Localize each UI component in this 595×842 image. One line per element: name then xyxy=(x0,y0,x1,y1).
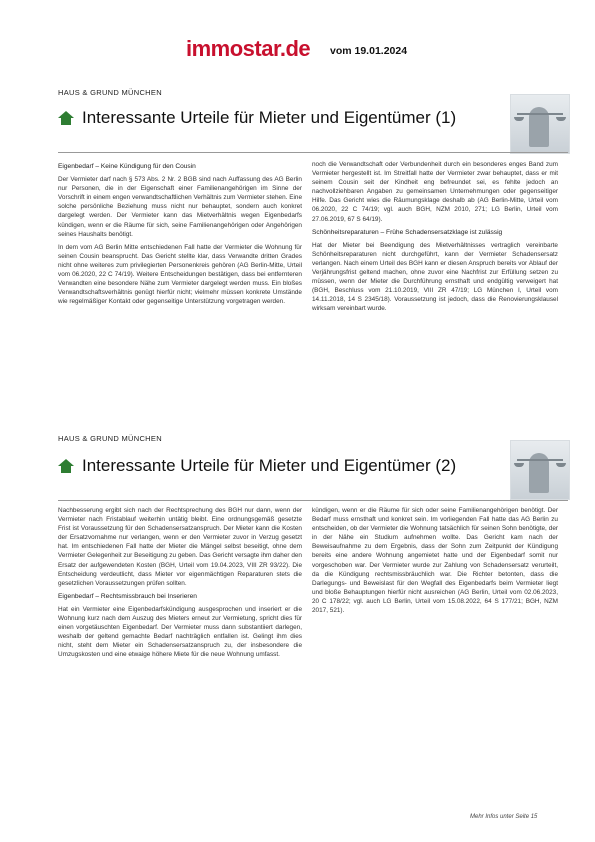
article-1-subheading-1: Eigenbedarf – Keine Kündigung für den Cousin xyxy=(58,163,196,170)
article-1-paragraph: Hat der Mieter bei Beendigung des Mietverhältnisses vertraglich vereinbarte Schönheitsreparaturen nicht durchgeführt, kann der Vermieter Schadensersatz verlangen. Nach einem Urteil des BGH kann er diesen Anspruch bereits vor Ablauf der Verjährungsfrist geltend machen, ohne zuvor eine Nachfrist zur Erfüllung setzen zu müssen, wenn der Mieter die Durchführung ernsthaft und endgültig verweigert hat (BGH, Beschluss vom 21.10.2019, VIII ZR 47/19; LG München I, Urteil vom 14.11.2018, 14 S 2345/18). Voraussetzung ist jedoch, dass die Renovierungsklausel wirksam vereinbart wurde. xyxy=(312,241,558,313)
article-1-subheading-2: Schönheitsreparaturen – Frühe Schadensersatzklage ist zulässig xyxy=(312,228,503,236)
article-1-title: Interessante Urteile für Mieter und Eigentümer (1) xyxy=(82,108,457,127)
justitia-statue-image xyxy=(510,440,570,500)
article-2 xyxy=(58,434,558,443)
article-1-kicker: HAUS & GRUND MÜNCHEN xyxy=(58,88,162,97)
article-1-paragraph: Der Vermieter darf nach § 573 Abs. 2 Nr. 2 BGB sind nach Auffassung des AG Berlin nur Personen, die in der Eigenschaft einer Familienangehörigen im Sinne der Vorschrift in einem engen verwandtschaftlichen Verhältnis zum Vermieter stehen. Eine solche persönliche Beziehung muss nicht nur behauptet, sondern auch konkret dargelegt werden. Der Vermieter kann das Mietverhältnis wegen Eigenbedarfs kündigen, wenn er die Räume für sich, seine Familienangehörigen oder Angehörigen seines Haushalts benötigt. xyxy=(58,176,302,238)
issue-date: vom 19.01.2024 xyxy=(330,45,408,57)
article-1-paragraph: In dem vom AG Berlin Mitte entschiedenen Fall hatte der Vermieter die Wohnung für seinen Cousin beansprucht. Das Gericht stellte klar, dass Verwandte dritten Grades nicht ohne weiteres zum privilegierten Personenkreis gehören (AG Berlin-Mitte, Urteil vom 06.2020, 22 C 74/19). Weitere Entscheidungen bestätigen, dass bei entfernteren Verwandten eine besondere Nähe zum Vermieter dargelegt werden muss. Ein bloßes Verwandtschaftsverhältnis genügt hierfür nicht; vielmehr müssen konkrete Umstände wie regelmäßiger Kontakt oder gegenseitige Unterstützung vorgetragen werden. xyxy=(58,243,302,306)
article-2-headline xyxy=(58,456,456,476)
logo-text: immostar xyxy=(186,36,280,61)
article-2-divider xyxy=(58,500,568,501)
article-2-paragraph: Nachbesserung ergibt sich nach der Rechtsprechung des BGH nur dann, wenn der Vermieter nach Fristablauf weiterhin untätig bleibt. Eine ordnungsgemäß gesetzte Frist ist Voraussetzung für den Schadensersatzanspruch. Der Mieter kann die Kosten der Ersatzvornahme nur verlangen, wenn er den Vermieter zuvor in Verzug gesetzt hat. Im entschiedenen Fall hatte der Mieter die Mängel selbst beseitigt, ohne dem Vermieter Gelegenheit zur Beseitigung zu geben. Das Gericht versagte ihm daher den Ersatz der aufgewendeten Kosten (BGH, Urteil vom 19.04.2023, VIII ZR 93/22). Die Entscheidung verdeutlicht, dass Mieter vor eigenmächtigen Reparaturen stets die gesetzlichen Voraussetzungen prüfen sollten. xyxy=(58,507,302,587)
article-1-headline xyxy=(58,108,456,128)
article-1-paragraph: noch die Verwandtschaft oder Verbundenheit durch ein besonderes enges Band zum Vermieter hergestellt ist. Im Streitfall hatte der Vermieter zwar behauptet, dass er mit seinem Cousin seit der Kindheit eng befreundet sei, es fehlte jedoch an nachvollziehbaren Angaben zu gemeinsamen Unternehmungen oder gegenseitiger Hilfe. Das Gericht wies die Räumungsklage deshalb ab (AG Berlin-Mitte, Urteil vom 06.2020, 22 C 74/19; vgl. auch BGH, NZM 2010, 271; LG Berlin, Urteil vom 27.06.2019, 67 S 64/19). xyxy=(312,161,558,223)
immostar-logo[interactable] xyxy=(186,36,310,62)
article-2-title: Interessante Urteile für Mieter und Eigentümer (2) xyxy=(82,456,457,475)
article-2-paragraph: kündigen, wenn er die Räume für sich oder seine Familienangehörigen benötigt. Der Bedarf muss ernsthaft und konkret sein. Im vorliegenden Fall hatte das AG Berlin zu entscheiden, ob der Vermieter die Wohnung tatsächlich für seinen Sohn benötigte, der in der Nähe ein Studium aufnehmen wollte. Das Gericht kam nach der Beweisaufnahme zu dem Ergebnis, dass der Sohn zum Zeitpunkt der Kündigung bereits eine andere Wohnung angemietet hatte und der Eigenbedarf somit nur vorgeschoben war. Der Vermieter wurde zur Zahlung von Schadensersatz verurteilt, da die Kündigung rechtsmissbräuchlich war. Die Richter betonten, dass die Darlegungs- und Beweislast für den Wegfall des Eigenbedarfs beim Vermieter liegt und bloße Behauptungen hierfür nicht ausreichen (AG Berlin, Urteil vom 02.06.2023, 20 C 178/22; vgl. auch LG Berlin, Urteil vom 15.08.2022, 64 S 177/21; BGH, NZM 2017, 521). xyxy=(312,507,558,615)
justitia-statue-image xyxy=(510,94,570,154)
logo-domain: .de xyxy=(279,36,311,61)
article-1-divider xyxy=(58,152,568,153)
article-2-column-1 xyxy=(58,506,302,802)
continuation-note: Mehr Infos unter Seite 15 xyxy=(470,814,538,820)
article-1-column-1 xyxy=(58,160,302,445)
article-2-kicker: HAUS & GRUND MÜNCHEN xyxy=(58,434,162,443)
article-2-paragraph: Hat ein Vermieter eine Eigenbedarfskündigung ausgesprochen und inseriert er die Wohnung kurz nach dem Auszug des Mieters erneut zur Vermietung, spricht dies für einen vorgetäuschten Eigenbedarf. Der Vermieter muss dann substantiiert darlegen, weshalb der geltend gemachte Bedarf nachträglich entfallen ist. Gelingt ihm dies nicht, steht dem Mieter ein Schadensersatzanspruch zu, der insbesondere die Umzugskosten und eine etwaige höhere Miete für die neue Wohnung umfasst. xyxy=(58,605,302,659)
article-1-column-2 xyxy=(312,160,558,445)
article-1 xyxy=(58,88,558,97)
article-2-column-2 xyxy=(312,506,558,794)
page-header xyxy=(0,36,595,62)
house-icon xyxy=(58,111,74,125)
house-icon xyxy=(58,459,74,473)
article-2-subheading: Eigenbedarf – Rechtsmissbrauch bei Inserieren xyxy=(58,592,197,600)
